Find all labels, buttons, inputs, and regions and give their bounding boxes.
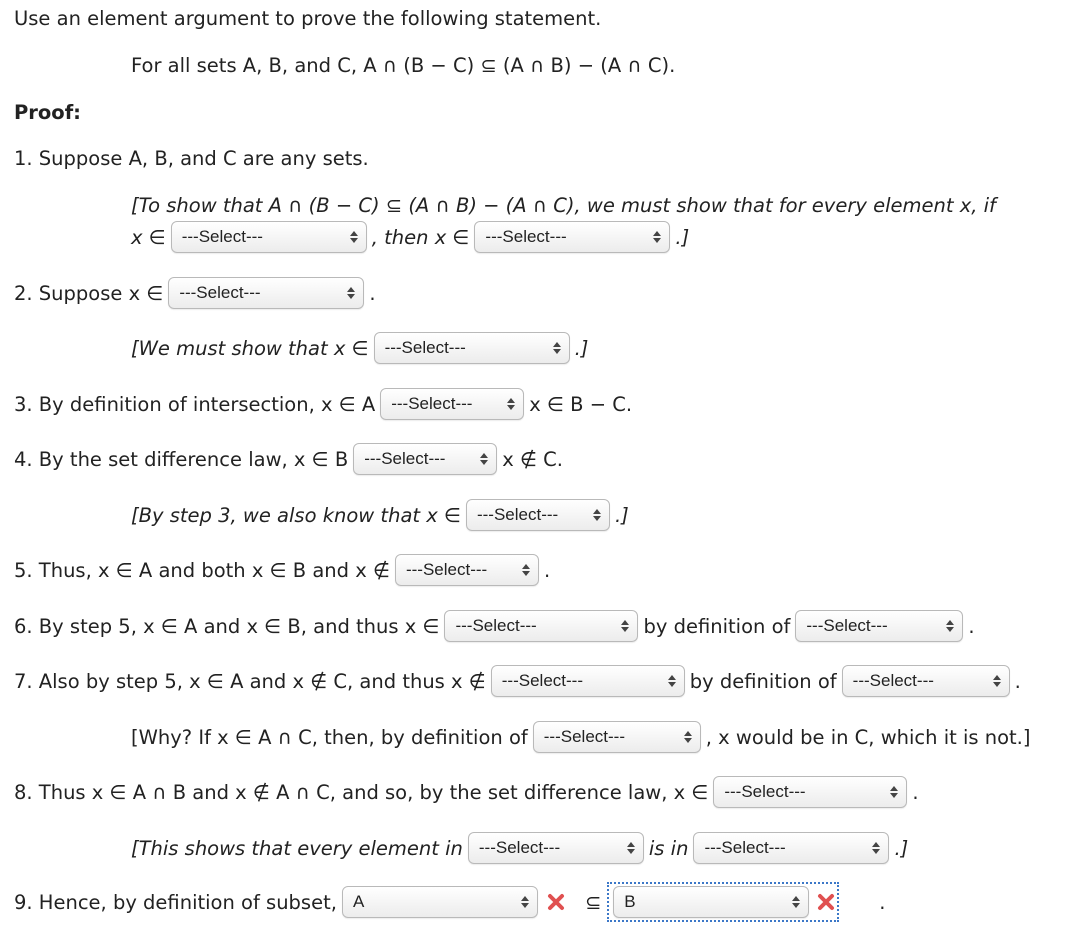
select-step7-definition[interactable]: ---Select--- — [842, 665, 1010, 697]
chevron-updown-icon — [521, 896, 529, 908]
incorrect-x-icon — [817, 893, 835, 911]
chevron-updown-icon — [522, 564, 530, 576]
chevron-updown-icon — [507, 398, 515, 410]
chevron-updown-icon — [792, 896, 800, 908]
step-1: 1. Suppose A, B, and C are any sets. — [14, 146, 369, 170]
select-step8-is-in[interactable]: ---Select--- — [693, 832, 889, 864]
select-step9-left-set[interactable]: A — [342, 886, 538, 918]
select-step9-right-set[interactable]: B — [613, 886, 809, 918]
select-step8-set[interactable]: ---Select--- — [713, 776, 907, 808]
select-step7-why-definition[interactable]: ---Select--- — [533, 721, 701, 753]
select-step2-suppose[interactable]: ---Select--- — [168, 277, 364, 309]
statement: For all sets A, B, and C, A ∩ (B − C) ⊆ (A ∩ B) − (A ∩ C). — [131, 53, 676, 77]
select-step5-set[interactable]: ---Select--- — [395, 554, 539, 586]
select-step8-every-element-in[interactable]: ---Select--- — [468, 832, 644, 864]
step-4-note: [By step 3, we also know that x ∈ ---Select--- .] — [131, 497, 629, 533]
select-step1-hypothesis[interactable]: ---Select--- — [171, 221, 367, 253]
step-5: 5. Thus, x ∈ A and both x ∈ B and x ∉ ---Select--- . — [14, 552, 550, 588]
chevron-updown-icon — [993, 675, 1001, 687]
step-7: 7. Also by step 5, x ∈ A and x ∉ C, and thus x ∉ ---Select--- by definition of ---Select--- . — [14, 663, 1021, 699]
step-8: 8. Thus x ∈ A ∩ B and x ∉ A ∩ C, and so, by the set difference law, x ∈ ---Select--- . — [14, 774, 919, 810]
step-2: 2. Suppose x ∈ ---Select--- . — [14, 275, 376, 311]
select-step3-connector[interactable]: ---Select--- — [380, 388, 524, 420]
select-step2-goal[interactable]: ---Select--- — [374, 332, 570, 364]
step-6: 6. By step 5, x ∈ A and x ∈ B, and thus x ∈ ---Select--- by definition of ---Select--- . — [14, 608, 975, 644]
focused-select-wrapper — [607, 882, 839, 922]
select-step4-connector[interactable]: ---Select--- — [353, 443, 497, 475]
select-step1-conclusion[interactable]: ---Select--- — [474, 221, 670, 253]
chevron-updown-icon — [668, 675, 676, 687]
step-3: 3. By definition of intersection, x ∈ A ---Select--- x ∈ B − C. — [14, 386, 632, 422]
select-step4-set[interactable]: ---Select--- — [466, 499, 610, 531]
chevron-updown-icon — [946, 620, 954, 632]
step-1-note-line2: x ∈ ---Select--- , then x ∈ ---Select--- .] — [131, 219, 689, 255]
chevron-updown-icon — [872, 842, 880, 854]
chevron-updown-icon — [627, 842, 635, 854]
proof-heading: Proof: — [14, 100, 81, 124]
chevron-updown-icon — [890, 786, 898, 798]
incorrect-x-icon — [547, 893, 565, 911]
select-step7-set[interactable]: ---Select--- — [491, 665, 685, 697]
instruction: Use an element argument to prove the following statement. — [14, 6, 602, 30]
select-step6-definition[interactable]: ---Select--- — [795, 610, 963, 642]
step-2-note: [We must show that x ∈ ---Select--- .] — [131, 330, 588, 366]
chevron-updown-icon — [593, 509, 601, 521]
step-1-note-line1: [To show that A ∩ (B − C) ⊆ (A ∩ B) − (A ∩ C), we must show that for every element x, if — [131, 193, 996, 217]
step-7-note: [Why? If x ∈ A ∩ C, then, by definition of ---Select--- , x would be in C, which it is not.] — [131, 719, 1030, 755]
step-8-note: [This shows that every element in ---Select--- is in ---Select--- .] — [131, 830, 908, 866]
chevron-updown-icon — [553, 342, 561, 354]
step-4: 4. By the set difference law, x ∈ B ---Select--- x ∉ C. — [14, 441, 563, 477]
chevron-updown-icon — [350, 231, 358, 243]
chevron-updown-icon — [684, 731, 692, 743]
chevron-updown-icon — [347, 287, 355, 299]
step-9: 9. Hence, by definition of subset, A ⊆ B . — [14, 884, 885, 920]
chevron-updown-icon — [621, 620, 629, 632]
chevron-updown-icon — [653, 231, 661, 243]
chevron-updown-icon — [480, 453, 488, 465]
select-step6-set[interactable]: ---Select--- — [444, 610, 638, 642]
